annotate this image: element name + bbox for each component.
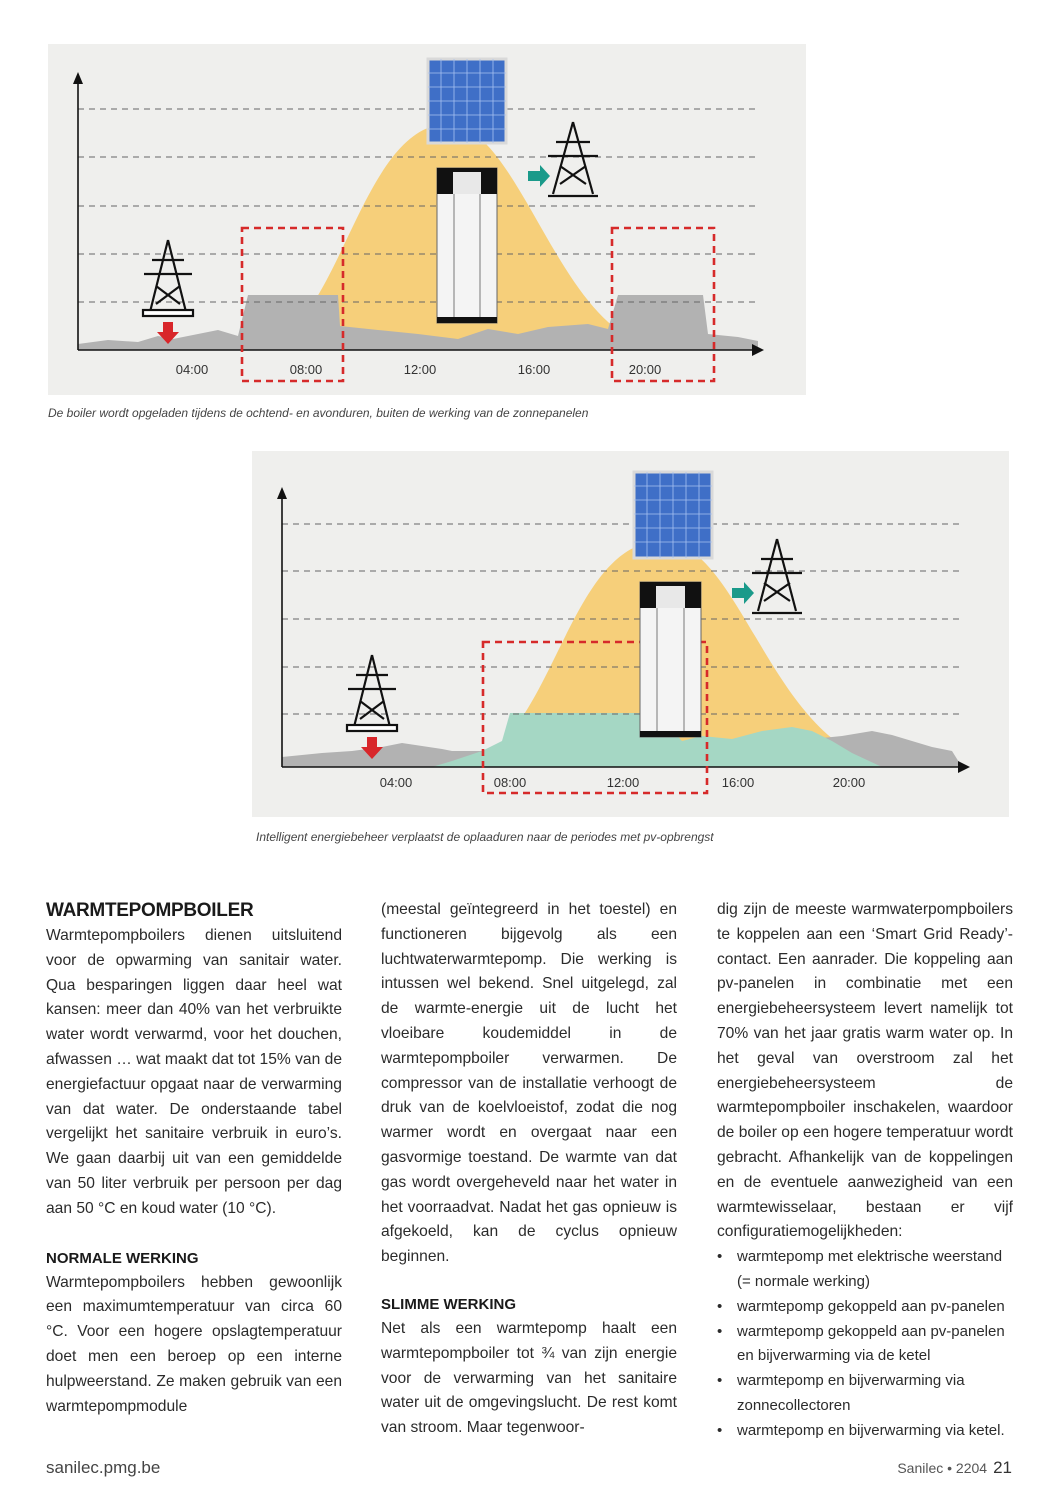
x-tick-label: 20:00 xyxy=(628,362,662,377)
x-tick-label: 20:00 xyxy=(832,775,866,790)
subheading: NORMALE WERKING xyxy=(46,1249,199,1267)
figure-1-caption: De boiler wordt opgeladen tijdens de ochtend- en avonduren, buiten de werking van de zonnepanelen xyxy=(48,406,589,420)
paragraph: dig zijn de meeste warmwaterpompboilers te koppelen aan een ‘Smart Grid Ready’-contact. Een aanrader. Die koppeling aan pv-panelen in combinatie met een energiebeheersysteem levert namelijk tot 70% van het jaar gratis warm water op. In het geval van overstroom zal het energiebeheersysteem de warmtepompboiler inschakelen, waardoor de boiler op een hogere temperatuur wordt gebracht. Afhankelijk van de koppelingen en de eventuele aanwezigheid van een warmtewisselaar, bestaan er vijf configuratiemogelijkheden: xyxy=(717,901,1013,1241)
text-column-1 xyxy=(46,898,342,1419)
list-item: • warmtepomp en bijverwarming via ketel. xyxy=(717,1419,1013,1444)
configuration-list xyxy=(717,1245,1013,1443)
paragraph: (meestal geïntegreerd in het toestel) en functioneren bijgevolg als een luchtwaterwarmtepomp. Die werking is intussen wel bekend. Snel uitgelegd, zal de warmte-energie uit de lucht het vloeibare koudemiddel in de warmtepompboiler verwarmen. De compressor van de installatie verhoogt de druk van de koelvloeistof, zodat die nog warmer wordt en overgaat naar een gasvormige toestand. De warmte van dat gas wordt overgeheveld naar het water in het voorraadvat. Nadat het gas opnieuw is afgekoeld, kan de cyclus opnieuw beginnen. xyxy=(381,901,677,1266)
power-pylon-icon xyxy=(143,240,193,316)
power-pylon-icon xyxy=(548,122,598,196)
figure-1 xyxy=(48,44,806,395)
page-number: 21 xyxy=(993,1458,1012,1477)
section-heading: WARMTEPOMPBOILER xyxy=(46,900,254,921)
boiler-icon xyxy=(640,582,701,737)
x-tick-label: 04:00 xyxy=(379,775,413,790)
solar-panel-icon xyxy=(634,472,712,558)
list-item: • warmtepomp met elektrische weerstand (= normale werking) xyxy=(717,1245,1013,1295)
grid-export-arrow-icon xyxy=(528,165,550,187)
paragraph: Net als een warmtepomp haalt een warmtepompboiler tot ¾ van zijn energie voor de verwarming van het sanitaire water uit de omgevingslucht. De rest komt van stroom. Maar tegenwoor- xyxy=(381,1319,677,1437)
figure-2-caption: Intelligent energiebeheer verplaatst de oplaaduren naar de periodes met pv-opbrengst xyxy=(256,830,714,844)
text-column-3 xyxy=(717,898,1013,1444)
footer-page-info xyxy=(897,1458,1012,1478)
solar-panel-icon xyxy=(428,59,506,143)
power-pylon-icon xyxy=(347,655,397,731)
list-item: • warmtepomp en bijverwarming via zonnecollectoren xyxy=(717,1369,1013,1419)
x-tick-label: 16:00 xyxy=(721,775,755,790)
text-column-2 xyxy=(381,898,677,1441)
paragraph: Warmtepompboilers hebben gewoonlijk een maximumtemperatuur van circa 60 °C. Voor een hogere opslagtemperatuur doet men een beroep op een interne hulpweerstand. Ze maken gebruik van een warmtepompmodule xyxy=(46,1273,342,1415)
x-tick-label: 08:00 xyxy=(493,775,527,790)
paragraph: Warmtepompboilers dienen uitsluitend voor de opwarming van sanitair water. Qua besparingen liggen daar heel wat kansen: meer dan 40% van het verbruikte water wordt verwarmd, voor het douchen, afwassen … wat maakt dat tot 15% van de energiefactuur opgaat naar de verwarming van dat water. De onderstaande tabel vergelijkt het sanitaire verbruik in euro’s. We gaan daarbij uit van een gemiddelde van 50 liter verbruik per persoon per dag aan 50 °C en koud water (10 °C). xyxy=(46,927,342,1217)
x-tick-label: 12:00 xyxy=(403,362,437,377)
power-pylon-icon xyxy=(752,539,802,613)
x-tick-label: 12:00 xyxy=(606,775,640,790)
figure-2 xyxy=(252,451,1009,817)
footer-website-link[interactable]: sanilec.pmg.be xyxy=(46,1458,161,1477)
issue-label: Sanilec • 2204 xyxy=(897,1460,988,1476)
grid-export-arrow-icon xyxy=(732,582,754,604)
x-tick-label: 08:00 xyxy=(289,362,323,377)
x-tick-label: 16:00 xyxy=(517,362,551,377)
boiler-icon xyxy=(437,168,497,323)
x-tick-label: 04:00 xyxy=(175,362,209,377)
list-item: • warmtepomp gekoppeld aan pv-panelen xyxy=(717,1295,1013,1320)
list-item: • warmtepomp gekoppeld aan pv-panelen en bijverwarming via de ketel xyxy=(717,1320,1013,1370)
subheading: SLIMME WERKING xyxy=(381,1295,516,1313)
